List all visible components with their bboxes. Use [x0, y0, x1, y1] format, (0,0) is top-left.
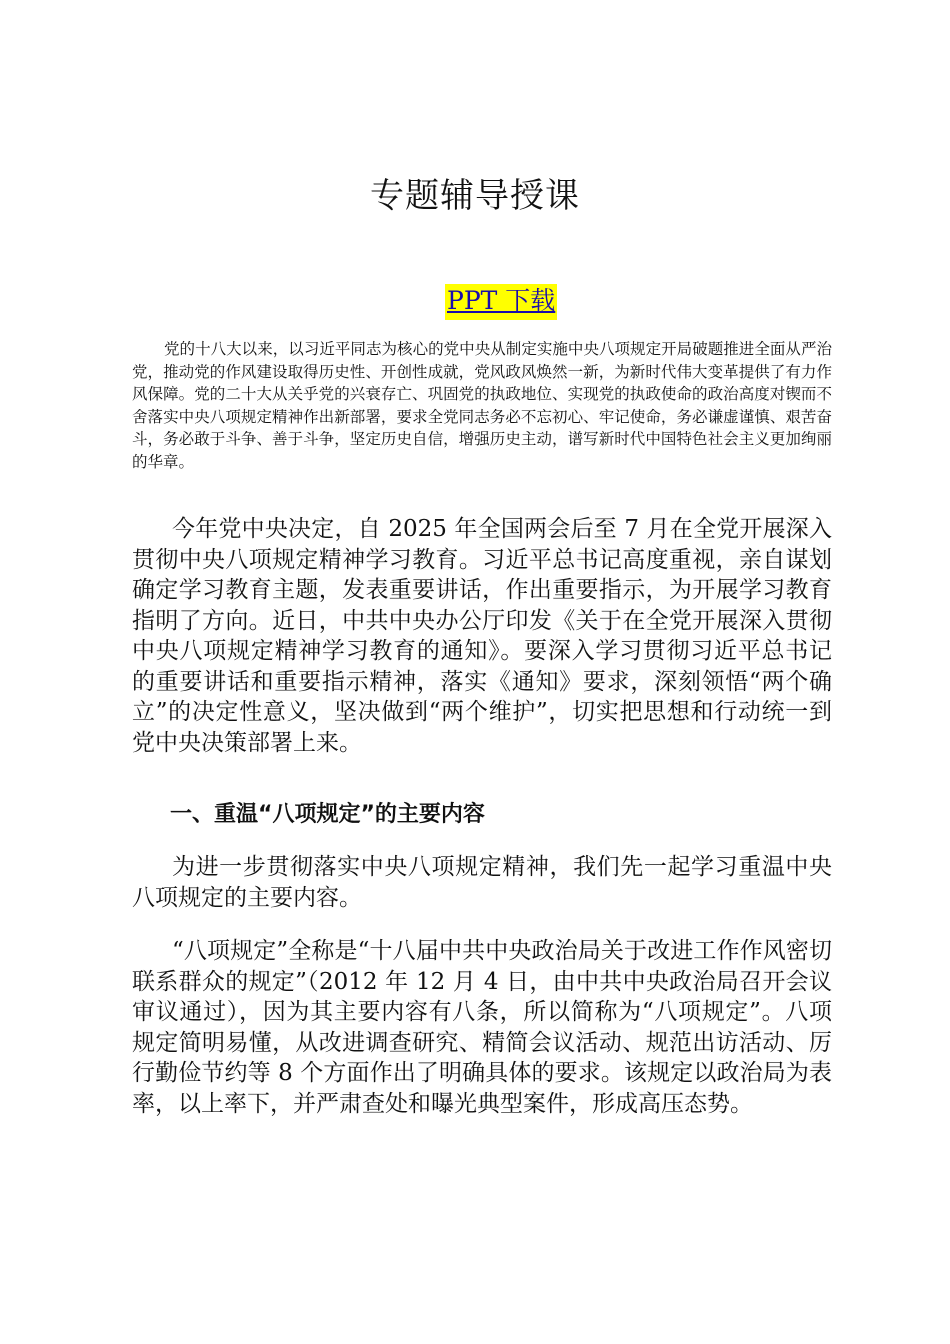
body-paragraph-1: 今年党中央决定，自 2025 年全国两会后至 7 月在全党开展深入贯彻中央八项规定精神学习教育。习近平总书记高度重视，亲自谋划确定学习教育主题，发表重要讲话，作出重要指示，为开展学习教育指明了方向。近日，中共中央办公厅印发《关于在全党开展深入贯彻中央八项规定精神学习教育的通知》。要深入学习贯彻习近平总书记的重要讲话和重要指示精神，落实《通知》要求，深刻领悟“两个确立”的决定性意义，坚决做到“两个维护”，切实把思想和行动统一到党中央决策部署上来。	[132, 516, 832, 756]
document-title: 专题辅导授课	[370, 176, 580, 216]
body-paragraph-3: “八项规定”全称是“十八届中共中央政治局关于改进工作作风密切联系群众的规定”（2012 年 12 月 4 日，由中共中央政治局召开会议审议通过），因为其主要内容有八条，所以简称为“八项规定”。八项规定简明易懂，从改进调查研究、精简会议活动、规范出访活动、厉行勤俭节约等 8 个方面作出了明确具体的要求。该规定以政治局为表率，以上率下，并严肃查处和曝光典型案件，形成高压态势。	[132, 938, 832, 1117]
intro-paragraph: 党的十八大以来，以习近平同志为核心的党中央从制定实施中央八项规定开局破题推进全面从严治党，推动党的作风建设取得历史性、开创性成就，党风政风焕然一新，为新时代伟大变革提供了有力作风保障。党的二十大从关乎党的兴衰存亡、巩固党的执政地位、实现党的执政使命的政治高度对锲而不舍落实中央八项规定精神作出新部署，要求全党同志务必不忘初心、牢记使命，务必谦虚谨慎、艰苦奋斗，务必敢于斗争、善于斗争，坚定历史自信，增强历史主动，谱写新时代中国特色社会主义更加绚丽的华章。	[132, 340, 832, 471]
section-heading: 一、重温“八项规定”的主要内容	[170, 802, 485, 827]
body-paragraph-2: 为进一步贯彻落实中央八项规定精神，我们先一起学习重温中央八项规定的主要内容。	[132, 854, 832, 911]
ppt-download-link[interactable]: PPT 下载	[445, 284, 557, 320]
